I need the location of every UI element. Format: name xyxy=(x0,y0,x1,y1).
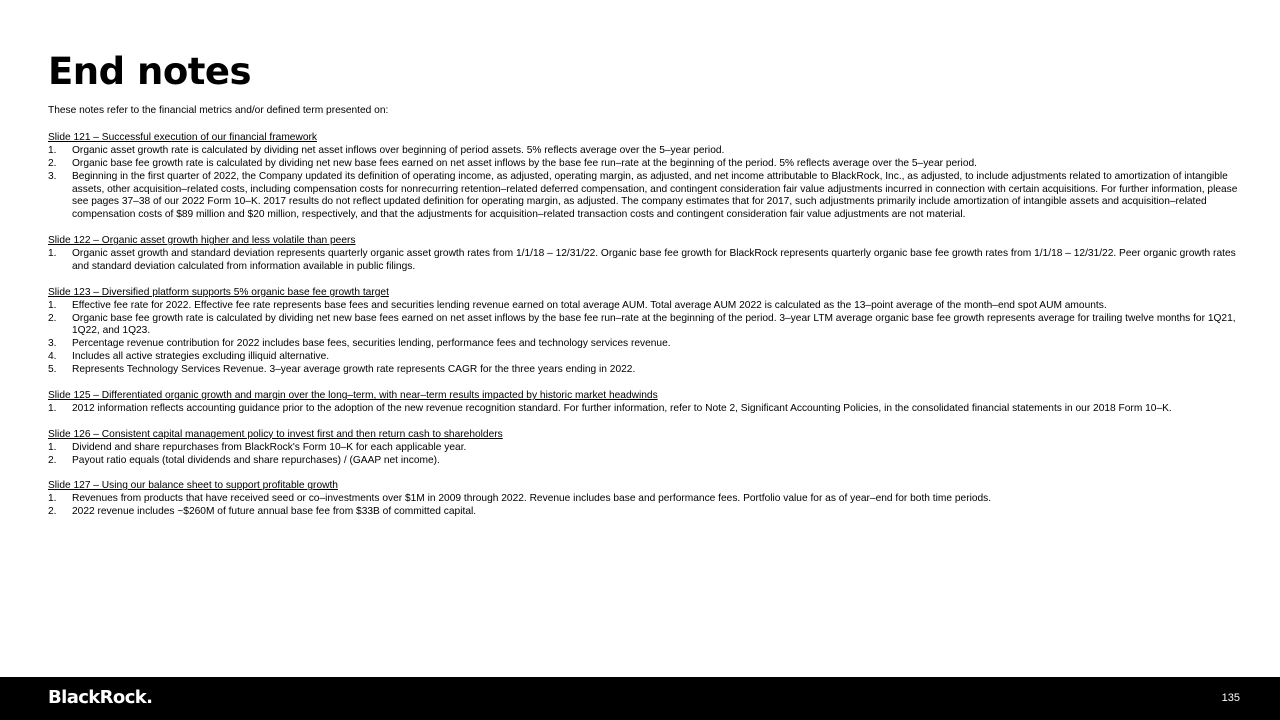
note-text: Includes all active strategies excluding illiquid alternative. xyxy=(72,351,330,363)
note-item xyxy=(48,351,1238,364)
note-number: 2. xyxy=(48,157,57,169)
note-number: 3. xyxy=(48,170,57,182)
section-heading: Slide 121 – Successful execution of our financial framework xyxy=(48,131,317,143)
note-list xyxy=(48,442,1238,468)
note-number: 1. xyxy=(48,493,57,505)
note-number: 2. xyxy=(48,454,57,466)
notes-sections xyxy=(48,132,1238,519)
note-number: 1. xyxy=(48,299,57,311)
page-number: 135 xyxy=(1221,692,1240,704)
blackrock-logo: BlackRock. xyxy=(48,687,153,708)
note-text: Percentage revenue contribution for 2022 includes base fees, securities lending, performance fees and technology services revenue. xyxy=(72,338,671,350)
note-text: Beginning in the first quarter of 2022, the Company updated its definition of operating income, as adjusted, operating margin, as adjusted, and net income attributable to BlackRock, Inc., as adjusted, to include adjustments related to amortization of intangible assets, other acquisition–related costs, including compensation costs for nonrecurring retention–related deferred compensation, and contingent consideration fair value adjustments incurred in connection with certain acquisitions. For further information, please see pages 37–38 of our 2022 Form 10–K. 2017 results do not reflect updated definition for operating margin, as adjusted. The company estimates that for 2017, such adjustments primarily include amortization of intangible assets and acquisition–related compensation costs of $89 million and $20 million, respectively, and that the adjustments for acquisition–related transaction costs and contingent consideration fair value adjustments are not material. xyxy=(72,170,1238,221)
note-item xyxy=(48,171,1238,223)
note-item xyxy=(48,364,1238,377)
note-text: Organic base fee growth rate is calculated by dividing net new base fees earned on net asset inflows by the base fee run–rate at the beginning of the period. 3–year LTM average organic base fee growth represents average for trailing twelve months for 1Q21, 1Q22, and 1Q23. xyxy=(72,312,1236,337)
note-text: Dividend and share repurchases from BlackRock's Form 10–K for each applicable year. xyxy=(72,441,467,453)
note-text: Organic asset growth rate is calculated by dividing net asset inflows over beginning of period assets. 5% reflects average over the 5–year period. xyxy=(72,144,725,156)
section-heading: Slide 127 – Using our balance sheet to support profitable growth xyxy=(48,480,338,492)
note-list xyxy=(48,248,1238,274)
notes-section xyxy=(48,132,1238,222)
note-number: 1. xyxy=(48,144,57,156)
section-heading: Slide 125 – Differentiated organic growth and margin over the long–term, with near–term results impacted by historic market headwinds xyxy=(48,389,658,401)
note-item xyxy=(48,313,1238,339)
note-item xyxy=(48,493,1238,506)
note-item xyxy=(48,338,1238,351)
page-title: End notes xyxy=(48,50,252,93)
note-item xyxy=(48,145,1238,158)
note-text: Payout ratio equals (total dividends and share repurchases) / (GAAP net income). xyxy=(72,454,440,466)
note-list xyxy=(48,145,1238,222)
notes-section xyxy=(48,429,1238,468)
section-heading: Slide 122 – Organic asset growth higher and less volatile than peers xyxy=(48,235,356,247)
note-number: 5. xyxy=(48,364,57,376)
note-list xyxy=(48,403,1238,416)
note-list xyxy=(48,493,1238,519)
note-item xyxy=(48,158,1238,171)
note-number: 1. xyxy=(48,441,57,453)
note-number: 4. xyxy=(48,351,57,363)
note-text: Revenues from products that have received seed or co–investments over $1M in 2009 through 2022. Revenue includes base and performance fees. Portfolio value for as of year–end for both time periods. xyxy=(72,493,992,505)
footer-bar xyxy=(0,677,1280,720)
note-text: Effective fee rate for 2022. Effective fee rate represents base fees and securities lending revenue earned on total average AUM. Total average AUM 2022 is calculated as the 13–point average of the month–end spot AUM amounts. xyxy=(72,299,1107,311)
note-text: Organic base fee growth rate is calculated by dividing net new base fees earned on net asset inflows by the base fee run–rate at the beginning of the period. 5% reflects average over the 5–year period. xyxy=(72,157,977,169)
note-item xyxy=(48,403,1238,416)
note-item xyxy=(48,248,1238,274)
note-item xyxy=(48,300,1238,313)
note-text: 2022 revenue includes ~$260M of future annual base fee from $33B of committed capital. xyxy=(72,506,477,518)
section-heading: Slide 126 – Consistent capital management policy to invest first and then return cash to shareholders xyxy=(48,428,503,440)
section-heading: Slide 123 – Diversified platform supports 5% organic base fee growth target xyxy=(48,286,389,298)
note-number: 3. xyxy=(48,338,57,350)
notes-section xyxy=(48,235,1238,274)
note-text: 2012 information reflects accounting guidance prior to the adoption of the new revenue recognition standard. For further information, refer to Note 2, Significant Accounting Policies, in the consolidated financial statements in our 2018 Form 10–K. xyxy=(72,402,1172,414)
notes-section xyxy=(48,480,1238,519)
note-number: 2. xyxy=(48,506,57,518)
note-item xyxy=(48,506,1238,519)
note-text: Represents Technology Services Revenue. 3–year average growth rate represents CAGR for the three years ending in 2022. xyxy=(72,364,636,376)
note-number: 1. xyxy=(48,248,57,260)
note-item xyxy=(48,442,1238,455)
notes-section xyxy=(48,287,1238,377)
note-item xyxy=(48,455,1238,468)
notes-section xyxy=(48,390,1238,416)
note-number: 2. xyxy=(48,312,57,324)
note-list xyxy=(48,300,1238,377)
end-notes-body xyxy=(48,105,1238,532)
note-number: 1. xyxy=(48,402,57,414)
intro-text: These notes refer to the financial metrics and/or defined term presented on: xyxy=(48,105,389,116)
note-text: Organic asset growth and standard deviation represents quarterly organic asset growth rates from 1/1/18 – 12/31/22. Organic base fee growth for BlackRock represents quarterly organic base fee growth rates from 1/1/18 – 12/31/22. Peer organic growth rates and standard deviation calculated from information available in public filings. xyxy=(72,248,1236,272)
